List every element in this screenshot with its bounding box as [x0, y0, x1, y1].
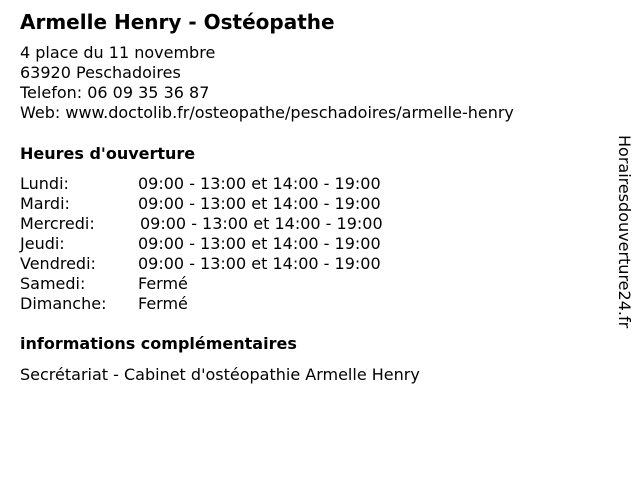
street-address: 4 place du 11 novembre	[20, 43, 216, 62]
contact-block	[20, 43, 514, 123]
day-label: Vendredi:	[20, 254, 96, 273]
time-value: 09:00 - 13:00 et 14:00 - 19:00	[140, 214, 383, 233]
day-label: Dimanche:	[20, 294, 107, 313]
hours-heading: Heures d'ouverture	[20, 144, 196, 163]
hours-row-monday	[20, 174, 440, 194]
hours-row-saturday	[20, 274, 440, 294]
hours-row-friday	[20, 254, 440, 274]
hours-row-thursday	[20, 234, 440, 254]
info-text: Secrétariat - Cabinet d'ostéopathie Armelle Henry	[20, 365, 420, 384]
time-value: 09:00 - 13:00 et 14:00 - 19:00	[138, 234, 381, 253]
day-label: Lundi:	[20, 174, 69, 193]
hours-row-tuesday	[20, 194, 440, 214]
website: Web: www.doctolib.fr/osteopathe/peschadoires/armelle-henry	[20, 103, 514, 122]
day-label: Mercredi:	[20, 214, 95, 233]
page-title: Armelle Henry - Ostéopathe	[20, 10, 335, 34]
time-value: 09:00 - 13:00 et 14:00 - 19:00	[138, 254, 381, 273]
time-value: Fermé	[138, 294, 188, 313]
hours-row-sunday	[20, 294, 440, 314]
city-address: 63920 Peschadoires	[20, 63, 181, 82]
time-value: 09:00 - 13:00 et 14:00 - 19:00	[138, 194, 381, 213]
day-label: Jeudi:	[20, 234, 65, 253]
time-value: Fermé	[138, 274, 188, 293]
day-label: Mardi:	[20, 194, 70, 213]
time-value: 09:00 - 13:00 et 14:00 - 19:00	[138, 174, 381, 193]
opening-hours-table	[20, 174, 440, 314]
day-label: Samedi:	[20, 274, 86, 293]
info-heading: informations complémentaires	[20, 334, 297, 353]
site-watermark: Horairesdouverture24.fr	[615, 135, 634, 329]
hours-row-wednesday	[20, 214, 440, 234]
phone-number: Telefon: 06 09 35 36 87	[20, 83, 210, 102]
